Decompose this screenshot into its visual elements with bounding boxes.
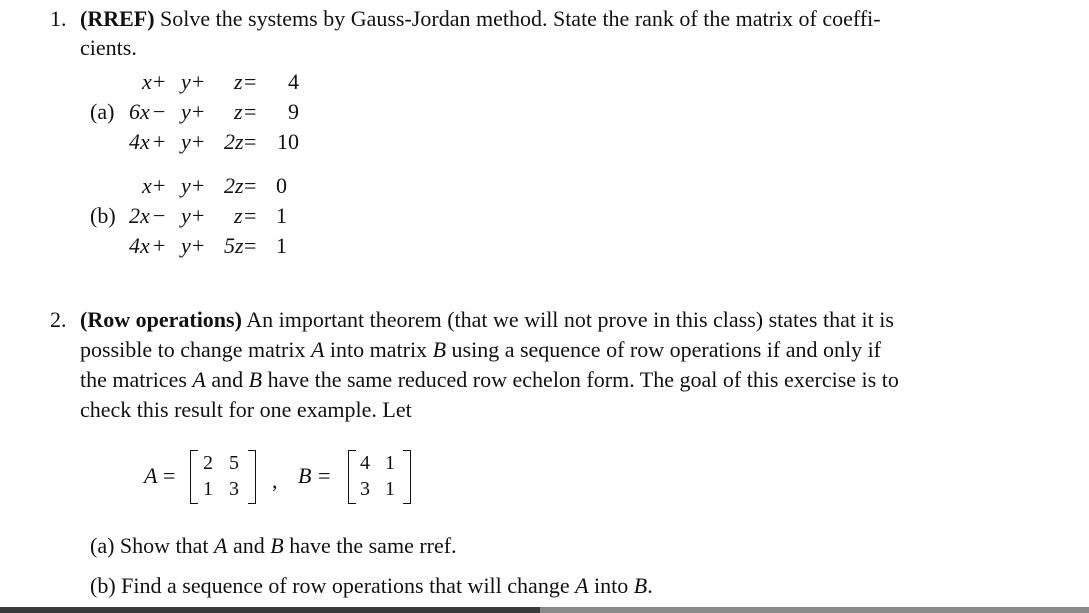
matrix-separator: , [272, 468, 278, 493]
problem-1-statement [80, 4, 881, 34]
matrix-cell: 5 [229, 452, 239, 474]
matrix-cell: 1 [385, 478, 395, 500]
constant: 1 [276, 203, 287, 228]
operator: + [153, 233, 166, 258]
math-var: B [248, 367, 263, 392]
term: x [142, 173, 152, 198]
text-span: into matrix [324, 337, 433, 362]
problem-2-part-a [90, 531, 457, 561]
problem-1-part-b-label: (b) [90, 203, 116, 228]
equals: = [244, 99, 257, 124]
equals: = [244, 203, 257, 228]
matrix-b [348, 448, 412, 508]
problem-2-number: 2. [50, 307, 67, 332]
problem-2-line4: check this result for one example. Let [80, 397, 412, 422]
text-span: into [588, 573, 634, 598]
math-var: B [633, 573, 648, 598]
matrix-a-equals: = [163, 463, 176, 488]
operator: + [153, 129, 166, 154]
operator: + [192, 203, 205, 228]
equals: = [244, 173, 257, 198]
term: y [181, 203, 191, 228]
part-label: (a) [90, 533, 115, 558]
constant: 4 [288, 69, 299, 94]
text-span: using a sequence of row operations if and only if [446, 337, 882, 362]
operator: + [192, 129, 205, 154]
constant: 1 [276, 233, 287, 258]
problem-1-title: (RREF) [80, 6, 155, 31]
term: x [142, 69, 152, 94]
operator: + [192, 69, 205, 94]
text-span: . [647, 573, 653, 598]
matrix-cell: 3 [229, 478, 239, 500]
text-span: and [205, 367, 249, 392]
term: y [181, 129, 191, 154]
text-span: An important theorem (that we will not prove in this class) states that it is [241, 307, 894, 332]
problem-2-part-b [90, 571, 653, 601]
term: 4x [129, 129, 150, 154]
math-var: B [270, 533, 284, 558]
math-var: B [432, 337, 447, 362]
problem-1-number: 1. [50, 6, 67, 31]
term: 2z [224, 173, 244, 198]
term: 5z [224, 233, 244, 258]
constant: 9 [288, 99, 299, 124]
problem-2-line2 [80, 335, 881, 365]
operator: + [192, 173, 205, 198]
left-bracket [348, 450, 356, 504]
term: y [181, 173, 191, 198]
text-span: have the same reduced row echelon form. The goal of this exercise is to [262, 367, 899, 392]
problem-2-line1 [80, 305, 894, 335]
operator: + [192, 233, 205, 258]
left-bracket [190, 450, 198, 504]
term: y [181, 69, 191, 94]
term: 4x [129, 233, 150, 258]
text-span: have the same rref. [283, 533, 457, 558]
matrix-cell: 1 [385, 452, 395, 474]
term: z [234, 99, 243, 124]
term: 2z [224, 129, 244, 154]
term: z [234, 69, 243, 94]
text-span: the matrices [80, 367, 193, 392]
term: z [234, 203, 243, 228]
part-label: (b) [90, 573, 116, 598]
equals: = [244, 233, 257, 258]
equals: = [244, 129, 257, 154]
problem-1-text-line2: cients. [80, 35, 137, 60]
matrix-a-name: A [144, 463, 158, 488]
math-var: A [310, 337, 325, 362]
term: y [181, 99, 191, 124]
term: 2x [129, 203, 150, 228]
problem-2-line3 [80, 365, 899, 395]
text-span: Show that [114, 533, 215, 558]
math-var: A [214, 533, 228, 558]
text-span: possible to change matrix [80, 337, 311, 362]
matrix-b-name: B [298, 463, 312, 488]
equals: = [244, 69, 257, 94]
constant: 0 [276, 173, 287, 198]
matrix-cell: 2 [203, 452, 213, 474]
operator: + [153, 173, 166, 198]
matrix-a [190, 448, 258, 508]
matrix-cell: 4 [360, 452, 370, 474]
term: y [181, 233, 191, 258]
term: 6x [129, 99, 150, 124]
right-bracket [403, 450, 411, 504]
operator: + [192, 99, 205, 124]
text-span: and [227, 533, 271, 558]
math-var: A [575, 573, 589, 598]
matrix-b-equals: = [318, 463, 331, 488]
problem-1-part-a-label: (a) [90, 99, 115, 124]
operator: − [153, 99, 166, 124]
operator: + [153, 69, 166, 94]
math-var: A [192, 367, 206, 392]
bottom-scrollbar-thumb[interactable] [540, 607, 1089, 613]
matrix-cell: 1 [203, 478, 213, 500]
operator: − [153, 203, 166, 228]
right-bracket [248, 450, 256, 504]
problem-1-text-line1: Solve the systems by Gauss-Jordan method. State the rank of the matrix of coeffi- [154, 6, 881, 31]
constant: 10 [277, 129, 299, 154]
matrix-cell: 3 [360, 478, 370, 500]
problem-2-title: (Row operations) [80, 307, 242, 332]
text-span: Find a sequence of row operations that will change [115, 573, 576, 598]
